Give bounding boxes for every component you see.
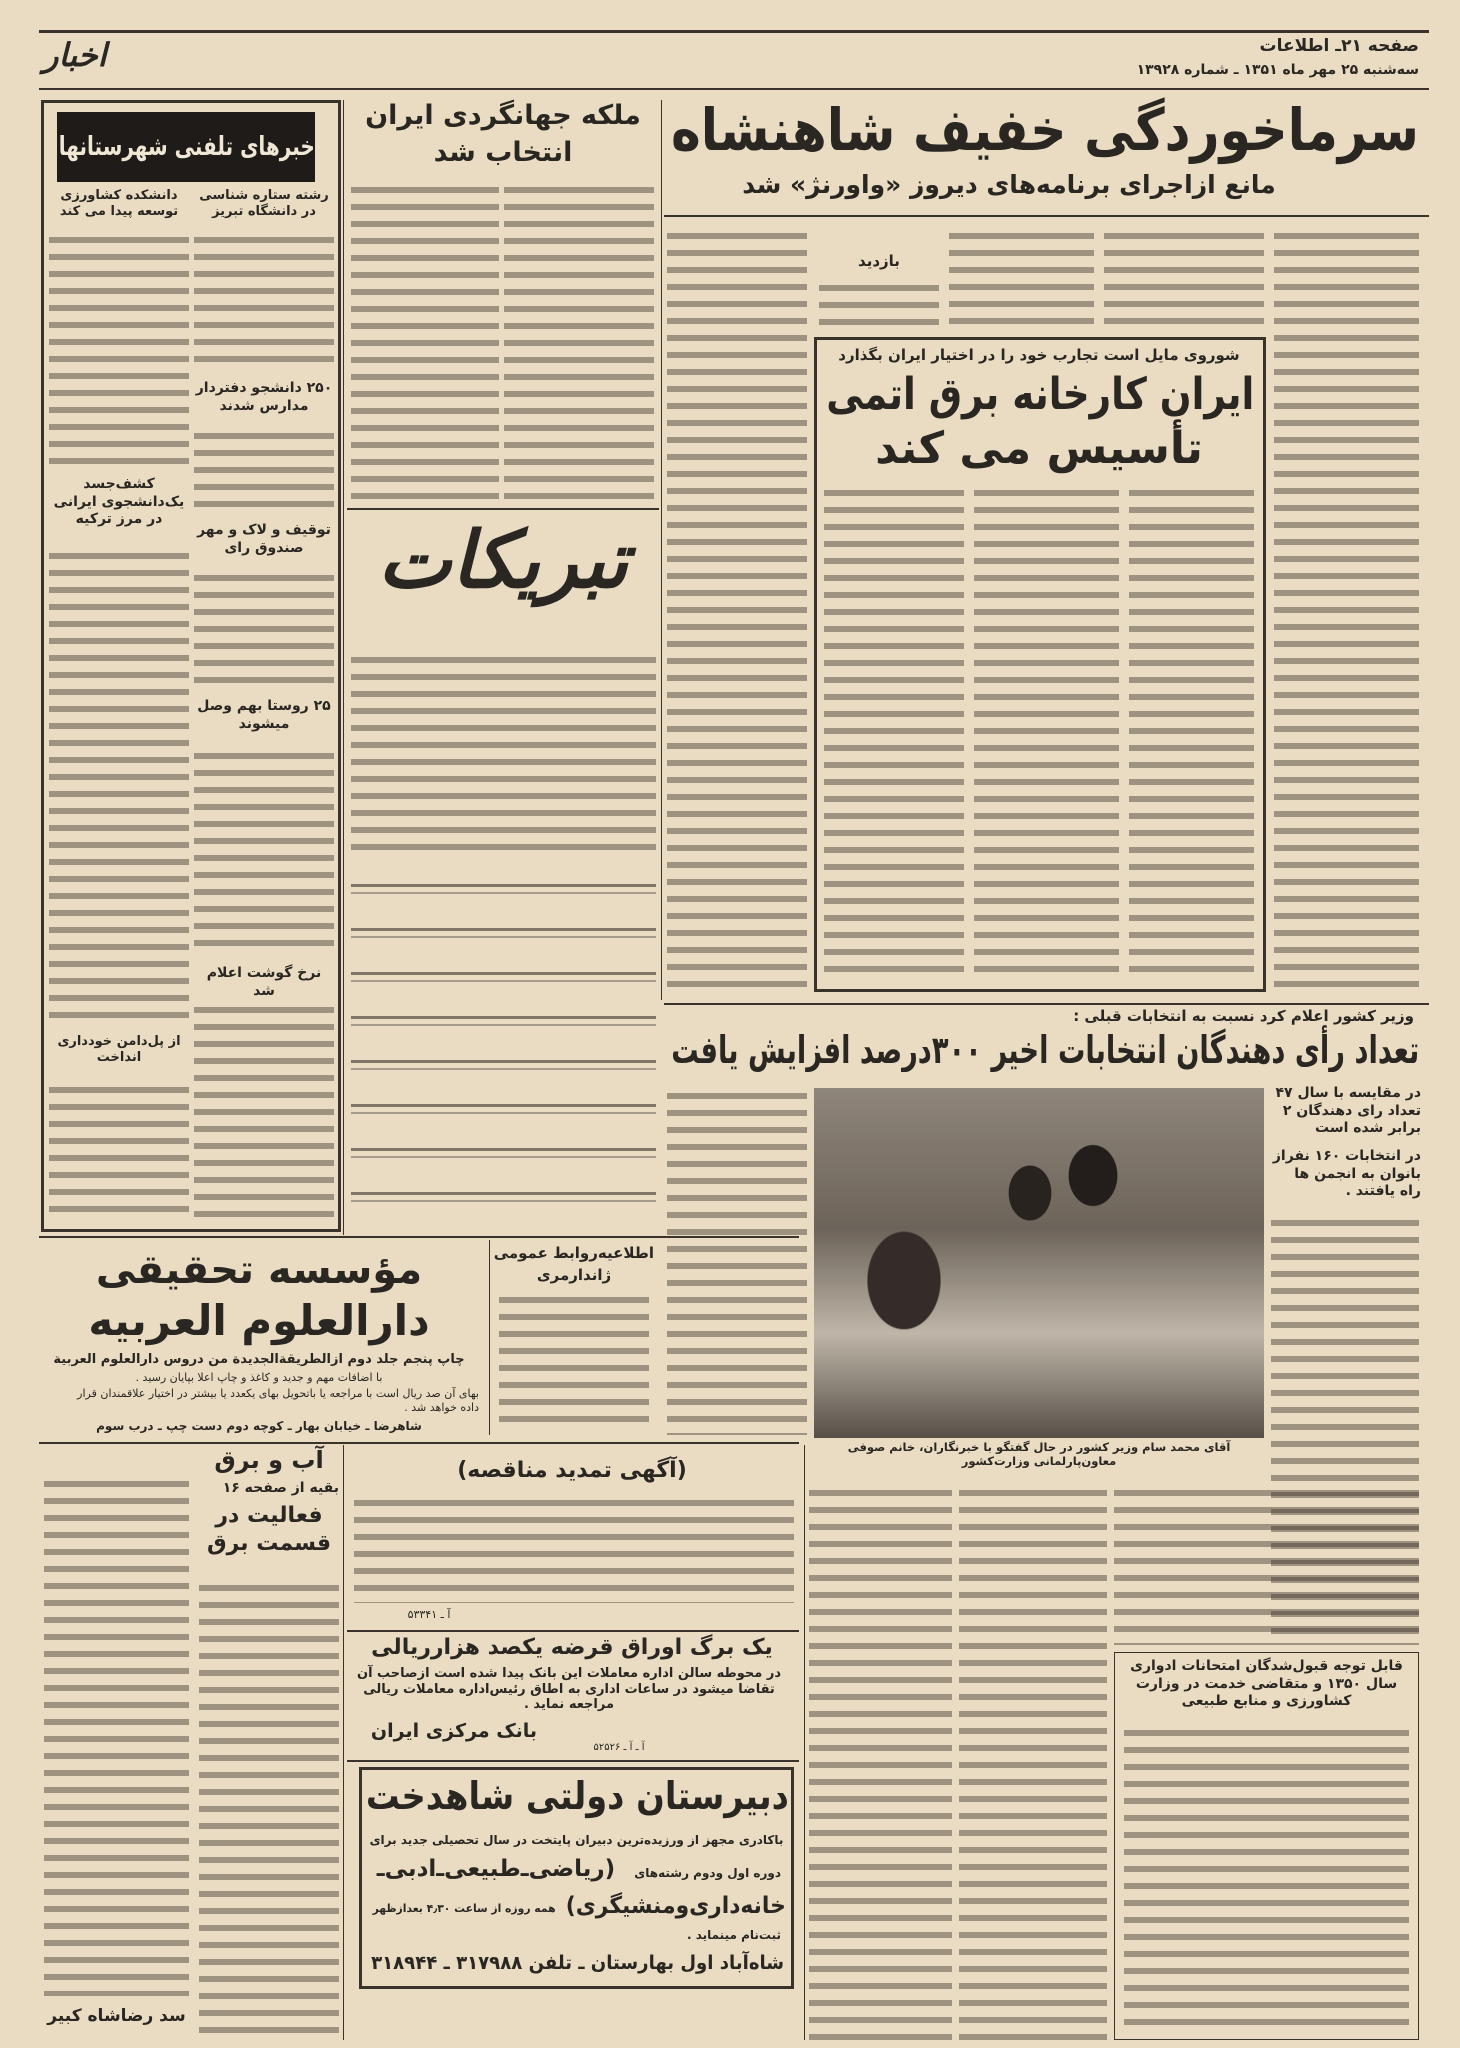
province-item-heading: ۲۵۰ دانشجو دفتردار مدارس شدند xyxy=(196,380,334,414)
school-register: ثبت‌نام مینماید . xyxy=(687,1928,782,1942)
lead-visit-subhead: بازدید xyxy=(859,252,901,270)
province-item-heading: از پل‌دامن خودداری انداخت xyxy=(58,1034,182,1066)
province-item-body xyxy=(50,548,190,1023)
divider xyxy=(40,1442,800,1444)
election-bullet-1: در مقایسه با سال ۴۷ تعداد رای دهندگان ۲ برابر شده است xyxy=(1276,1085,1422,1136)
gendarmerie-title-1: اطلاعیه‌روابط عمومی xyxy=(494,1244,655,1262)
continued-label: بقیه از صفحه ۱۶ xyxy=(223,1480,340,1496)
queen-headline-1: ملکه جهانگردی ایران xyxy=(366,100,642,131)
water-power-body-2 xyxy=(45,1476,190,1996)
election-body-c0 xyxy=(1115,1485,1420,1645)
atomic-body-col3 xyxy=(825,485,965,982)
photo-caption: آقای محمد سام وزیر کشور در حال گفتگو با خبرنگاران، خانم صوفی معاون‌پارلمانی وزارت‌کشور xyxy=(848,1440,1232,1468)
lead-body-col4 xyxy=(820,280,940,328)
lead-body-col5 xyxy=(668,228,808,998)
column-rule xyxy=(490,1240,491,1435)
column-rule xyxy=(344,1445,345,2040)
province-item-heading: توقیف و لاک و مهر صندوق رای xyxy=(198,522,332,556)
school-fields-2: خانه‌داری‌ومنشیگری) xyxy=(567,1893,787,1919)
lead-subheadline: مانع ازاجرای برنامه‌های دیروز «واورنژ» شد xyxy=(743,170,1277,199)
tender-title: (آگهی تمدید مناقصه) xyxy=(458,1458,688,1483)
lead-body-col2 xyxy=(1105,228,1265,328)
divider xyxy=(348,508,660,510)
province-item-body xyxy=(195,428,335,513)
arabic-ad-line-3: بهای آن صد ریال است با مراجعه یا باتحویل بهای یکعدد یا بیشتر در اختیار علاقمندان قرار داده خواهد شد . xyxy=(78,1387,480,1414)
column-rule xyxy=(344,100,345,1235)
lead-body-col1 xyxy=(1275,228,1420,998)
election-body-c2 xyxy=(960,1485,1108,2040)
tender-body xyxy=(355,1495,795,1603)
election-body-c3 xyxy=(810,1485,953,2040)
arabic-ad-address: شاهرضا ـ خیابان بهار ـ کوچه دوم دست چپ ـ درب سوم xyxy=(97,1419,423,1433)
tender-ref: آ ـ ۵۳۳۴۱ xyxy=(408,1608,452,1621)
school-line-2: دوره اول ودوم رشته‌های xyxy=(635,1866,782,1880)
arabic-ad-title-2: دارالعلوم العربیه xyxy=(89,1296,431,1345)
province-item-heading: دانشکده کشاورزی توسعه پیدا می کند xyxy=(60,188,180,220)
election-bullet-2: در انتخابات ۱۶۰ نفراز بانوان به انجمن ها راه یافتند . xyxy=(1273,1148,1422,1199)
queen-headline-2: انتخاب شد xyxy=(434,137,574,168)
gendarmerie-body xyxy=(500,1292,650,1433)
school-address-phone: شاه‌آباد اول بهارستان ـ تلفن ۳۱۷۹۸۸ ـ ۳۱۸۹۴۴ xyxy=(372,1952,785,1974)
lead-body-col3 xyxy=(950,228,1095,328)
exam-notice-title: قابل توجه قبول‌شدگان امتحانات ادواری سال ۱۳۵۰ و متقاضی خدمت در وزارت کشاورزی و منابع طبیعی xyxy=(1131,1658,1404,1709)
top-rule xyxy=(40,30,1430,33)
bank-ref: آ ـ آ ـ ۵۲۵۲۶ xyxy=(594,1742,646,1753)
arabic-ad-line-2: با اضافات مهم و جدید و کاغذ و چاپ اعلا بپایان رسید . xyxy=(136,1371,384,1384)
arabic-ad-title-1: مؤسسه تحقیقی xyxy=(96,1247,424,1293)
election-body-left xyxy=(668,1088,808,1435)
divider xyxy=(348,1760,800,1762)
greetings-notices xyxy=(352,652,657,860)
power-subhead: فعالیت در قسمت برق xyxy=(207,1503,333,1556)
water-power-title: آب و برق xyxy=(215,1446,325,1474)
divider xyxy=(348,1630,800,1632)
arabic-ad-line-1: چاپ پنجم جلد دوم ازالطریقةالجدیدة من دروس دارالعلوم العربیة xyxy=(54,1352,466,1367)
school-title: دبیرستان دولتی شاهدخت xyxy=(367,1774,790,1818)
school-fields-1: (ریاضی‌ـ‌طبیعی‌ـ‌ادبی‌ـ xyxy=(377,1856,617,1882)
atomic-body-col2 xyxy=(975,485,1120,982)
province-item-heading: ۲۵ روستا بهم وصل میشوند xyxy=(198,698,332,732)
election-kicker: وزیر کشور اعلام کرد نسبت به انتخابات قبلی : xyxy=(1074,1007,1415,1025)
gendarmerie-title-2: ژاندارمری xyxy=(537,1266,613,1284)
masthead-rule xyxy=(40,88,1430,90)
divider xyxy=(665,215,1430,217)
column-rule xyxy=(805,1445,806,2040)
queen-body-col1 xyxy=(505,182,655,500)
divider xyxy=(665,1003,1430,1005)
divider xyxy=(40,1236,800,1238)
province-item-body xyxy=(195,1002,335,1222)
section-logo: اخبار xyxy=(44,36,108,74)
school-hours: همه روزه از ساعت ۴٫۳۰ بعدازظهر xyxy=(374,1902,557,1915)
minister-press-photo xyxy=(815,1088,1265,1438)
lead-headline: سرماخوردگی خفیف شاهنشاه xyxy=(672,96,1420,164)
atomic-headline-1: ایران کارخانه برق اتمی xyxy=(827,369,1255,420)
column-rule xyxy=(662,100,663,1000)
school-line-1: باکادری مجهز از ورزیده‌ترین دبیران پایتخت در سال تحصیلی جدید برای xyxy=(370,1833,785,1847)
election-headline: تعداد رأی دهندگان انتخابات اخیر ۳۰۰درصد افزایش یافت xyxy=(672,1028,1420,1072)
province-item-body xyxy=(195,748,335,953)
province-item-heading: کشف‌جسد یک‌دانشجوی ایرانی در مرز ترکیه xyxy=(54,476,186,527)
province-item-heading: رشته ستاره شناسی در دانشگاه تبریز xyxy=(200,188,330,220)
province-item-body xyxy=(50,232,190,467)
province-item-body xyxy=(195,570,335,688)
bank-signature: بانک مرکزی ایران xyxy=(371,1720,539,1742)
atomic-headline-2: تأسیس می کند xyxy=(876,423,1204,474)
province-item-heading: نرخ گوشت اعلام شد xyxy=(207,965,323,999)
greetings-banner: تبریکات xyxy=(378,516,630,606)
exam-notice-body xyxy=(1125,1725,1410,2030)
handwritten-greetings xyxy=(352,870,657,1225)
provinces-banner: خبرهای تلفنی شهرستانها xyxy=(58,112,316,182)
bank-headline: یک برگ اوراق قرضه یکصد هزارریالی xyxy=(372,1635,774,1660)
dam-subhead: سد رضاشاه کبیر xyxy=(48,2006,187,2026)
page-label: صفحه ۲۱ـ اطلاعات xyxy=(1260,36,1420,56)
atomic-body-col1 xyxy=(1130,485,1255,982)
province-item-body xyxy=(50,1082,190,1222)
queen-body-col2 xyxy=(352,182,500,500)
province-item-body xyxy=(195,232,335,372)
date-issue: سه‌شنبه ۲۵ مهر ماه ۱۳۵۱ ـ شماره ۱۳۹۲۸ xyxy=(1137,62,1420,78)
bank-body: در محوطه سالن اداره معاملات این بانک پیدا شده است ازصاحب آن تقاضا میشود در ساعات اداری به اطاق رئیس‌اداره معاملات ریالی مراجعه نماید . xyxy=(357,1666,783,1713)
atomic-kicker: شوروی مایل است تجارب خود را در اختیار ایران بگذارد xyxy=(839,346,1241,364)
